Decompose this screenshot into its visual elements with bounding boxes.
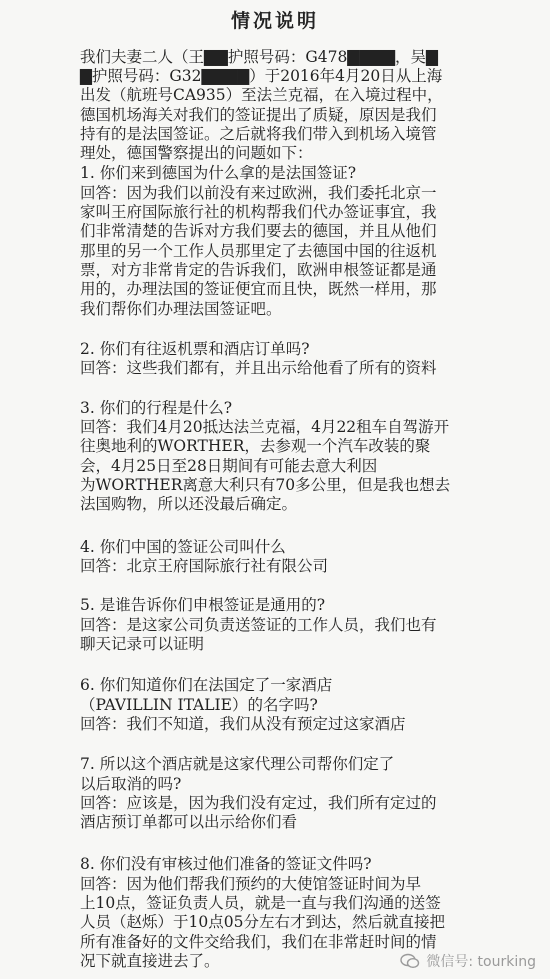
document-title: 情况说明 (230, 10, 319, 32)
body-line: 法国购物，所以还没最后确定。 (80, 495, 298, 513)
body-line: 酒店预订单都可以出示给你们看 (80, 813, 298, 831)
wechat-watermark (400, 951, 536, 971)
body-line: 4. 你们中国的签证公司叫什么 (80, 538, 286, 556)
body-line: 回答：我们不知道，我们从没有预定过这家酒店 (80, 715, 406, 733)
body-line: 况下就直接进去了。 (80, 952, 220, 970)
body-line: 票，对方非常肯定的告诉我们，欧洲申根签证都是通 (80, 261, 437, 279)
body-line: 3. 你们的行程是什么? (80, 399, 233, 417)
body-line: 家叫王府国际旅行社的机构帮我们代办签证事宜，我 (80, 203, 437, 221)
body-line: 6. 你们知道你们在法国定了一家酒店 (80, 676, 333, 694)
body-line: 回答：因为他们帮我们预约的大使馆签证时间为早 (80, 875, 422, 893)
body-line: 持有的是法国签证。之后就将我们带入到机场入境管 (80, 125, 437, 143)
body-line: 回答：应该是，因为我们没有定过，我们所有定过的 (80, 794, 437, 812)
body-line: 以后取消的吗? (80, 775, 182, 793)
body-line: 上10点，签证负责人员，就是一直与我们沟通的送签 (80, 894, 441, 912)
body-line: 们非常清楚的告诉对方我们要去的德国，并且从他们 (80, 222, 437, 240)
watermark-text: 微信号: tourking (426, 954, 536, 970)
body-line: 理处，德国警察提出的问题如下： (80, 144, 313, 162)
body-line: 我们帮你们办理法国签证吧。 (80, 300, 282, 318)
body-line: 回答：北京王府国际旅行社有限公司 (80, 557, 329, 575)
body-line: 那里的另一个工作人员那里定了去德国中国的往返机 (80, 242, 437, 260)
body-line: 回答：我们4月20抵达法兰克福，4月22租车自驾游开 (80, 418, 450, 436)
body-line: 德国机场海关对我们的签证提出了质疑，原因是我们 (80, 106, 437, 124)
body-line: 所有准备好的文件交给我们，我们在非常赶时间的情 (80, 933, 437, 951)
body-line: ▇护照号码：G32▇▇▇▇）于2016年4月20日从上海 (80, 67, 443, 85)
body-line: 往奥地利的WORTHER，去参观一个汽车改装的聚 (80, 437, 431, 455)
body-line: 8. 你们没有审核过他们准备的签证文件吗? (80, 855, 372, 873)
body-line: 回答：这些我们都有，并且出示给他看了所有的资料 (80, 359, 437, 377)
body-line: 2. 你们有往返机票和酒店订单吗? (80, 340, 310, 358)
body-line: （PAVILLIN ITALIE）的名字吗? (80, 696, 318, 714)
body-line: 出发（航班号CA935）至法兰克福，在入境过程中， (80, 86, 443, 104)
body-line: 聊天记录可以证明 (80, 635, 205, 653)
body-line: 用的，办理法国的签证便宜而且快，既然一样用，那 (80, 280, 437, 298)
body-line: 7. 所以这个酒店就是这家代理公司帮你们定了 (80, 755, 395, 773)
body-line: 回答：是这家公司负责送签证的工作人员，我们也有 (80, 616, 437, 634)
body-line: 会，4月25日至28日期间有可能去意大利因 (80, 457, 378, 475)
body-line: 1. 你们来到德国为什么拿的是法国签证? (80, 164, 357, 182)
body-line: 为WORTHER离意大利只有70多公里，但是我也想去 (80, 476, 451, 494)
body-line: 人员（赵烁）于10点05分左右才到达，然后就直接把 (80, 913, 445, 931)
body-line: 5. 是谁告诉你们申根签证是通用的? (80, 596, 326, 614)
body-line: 回答：因为我们以前没有来过欧洲，我们委托北京一 (80, 184, 437, 202)
wechat-icon (400, 953, 420, 969)
body-line: 我们夫妻二人（王▇▇护照号码：G478▇▇▇▇，吴▇ (80, 48, 438, 66)
